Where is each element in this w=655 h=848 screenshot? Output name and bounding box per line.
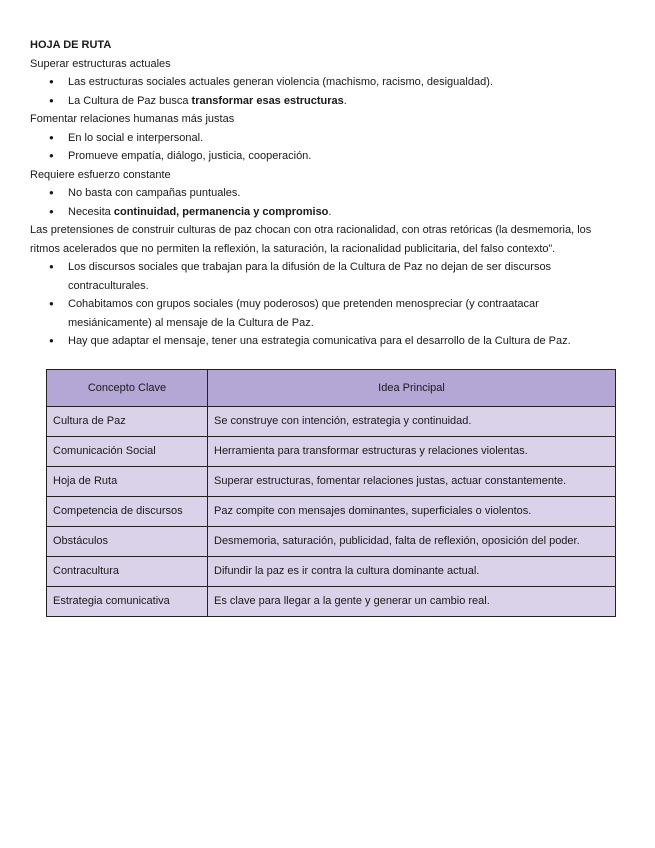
list-item-text: . — [343, 94, 347, 107]
section-heading-3: Requiere esfuerzo constante — [30, 168, 171, 181]
concept-cell: Competencia de discursos — [47, 497, 208, 527]
section-3-list — [30, 184, 623, 221]
header-idea: Idea Principal — [208, 370, 616, 407]
section-heading-1: Superar estructuras actuales — [30, 57, 171, 70]
list-item: ● En lo social e interpersonal. — [68, 129, 623, 148]
list-item: ● Cohabitamos con grupos sociales (muy poderosos) que pretenden menospreciar (y contraatacar mesiánicamente) al mensaje de la Cultura de Paz. — [68, 295, 623, 332]
concept-cell: Contracultura — [47, 557, 208, 587]
concept-cell: Cultura de Paz — [47, 407, 208, 437]
header-concept: Concepto Clave — [47, 370, 208, 407]
list-item: ● Las estructuras sociales actuales generan violencia (machismo, racismo, desigualdad). — [68, 73, 623, 92]
section-heading-2: Fomentar relaciones humanas más justas — [30, 113, 235, 125]
idea-cell: Herramienta para transformar estructuras y relaciones violentas. — [208, 437, 616, 467]
body-paragraph: Las pretensiones de construir culturas de paz chocan con otra racionalidad, con otras retóricas (la desmemoria, los ritmos acelerados que no permiten la reflexión, la saturación, la racionalidad publicitaria, del falso contexto”. — [30, 224, 592, 255]
list-item: ● No basta con campañas puntuales. — [68, 184, 623, 203]
list-item: ● Promueve empatía, diálogo, justicia, cooperación. — [68, 147, 623, 166]
list-item-text: . — [328, 205, 332, 218]
list-item — [68, 203, 623, 222]
idea-cell: Difundir la paz es ir contra la cultura dominante actual. — [208, 557, 616, 587]
table-header-row — [47, 370, 616, 407]
table-row — [47, 467, 616, 497]
concept-cell: Hoja de Ruta — [47, 467, 208, 497]
idea-cell: Paz compite con mensajes dominantes, superficiales o violentos. — [208, 497, 616, 527]
list-item-text: La Cultura de Paz busca — [68, 94, 192, 107]
list-item-emphasis: transformar esas estructuras — [191, 94, 344, 107]
table-row — [47, 557, 616, 587]
idea-cell: Se construye con intención, estrategia y continuidad. — [208, 407, 616, 437]
list-item-text: Necesita — [68, 205, 114, 218]
list-item-emphasis: continuidad, permanencia y compromiso — [113, 205, 329, 218]
idea-cell: Es clave para llegar a la gente y generar un cambio real. — [208, 587, 616, 617]
document-title: HOJA DE RUTA — [30, 39, 112, 51]
concept-cell: Comunicación Social — [47, 437, 208, 467]
list-item: ● Los discursos sociales que trabajan para la difusión de la Cultura de Paz no dejan de ser discursos contraculturales. — [68, 258, 623, 295]
table-row — [47, 437, 616, 467]
idea-cell: Superar estructuras, fomentar relaciones justas, actuar constantemente. — [208, 467, 616, 497]
closing-list — [30, 258, 623, 351]
document-page — [0, 0, 655, 351]
section-2-list — [30, 129, 623, 166]
table-row — [47, 527, 616, 557]
table-row — [47, 497, 616, 527]
list-item — [68, 92, 623, 111]
concept-table — [46, 369, 616, 617]
concept-cell: Obstáculos — [47, 527, 208, 557]
idea-cell: Desmemoria, saturación, publicidad, falta de reflexión, oposición del poder. — [208, 527, 616, 557]
section-1-list — [30, 73, 623, 110]
table-row — [47, 587, 616, 617]
list-item: ● Hay que adaptar el mensaje, tener una estrategia comunicativa para el desarrollo de la Cultura de Paz. — [68, 332, 623, 351]
concept-cell: Estrategia comunicativa — [47, 587, 208, 617]
table-row — [47, 407, 616, 437]
